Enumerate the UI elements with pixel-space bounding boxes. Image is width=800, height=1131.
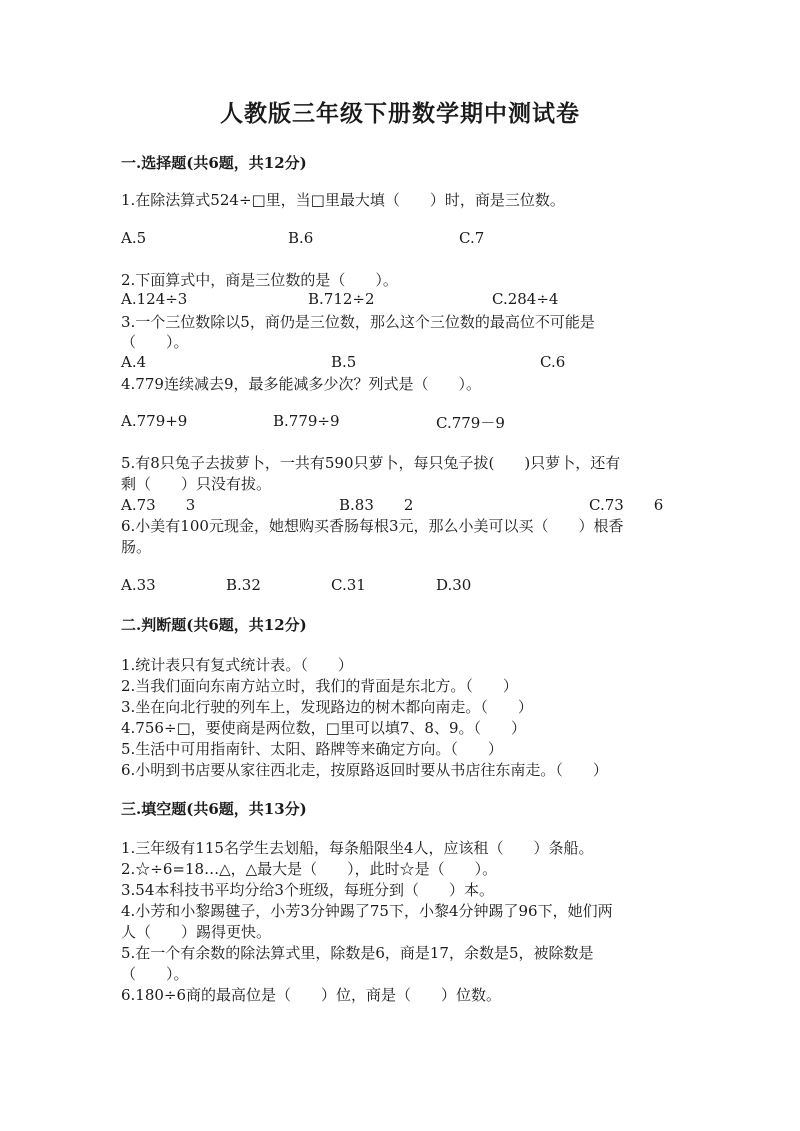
question-text: 5.有8只兔子去拔萝卜，一共有590只萝卜，每只兔子拔( )只萝卜，还有 [121, 454, 621, 472]
choice-option: B.779÷9 [273, 412, 340, 430]
choice-option: A.4 [121, 353, 147, 371]
choice-option: B.712÷2 [308, 290, 375, 308]
question-text: 1.在除法算式524÷□里，当□里最大填（ ）时，商是三位数。 [121, 191, 565, 209]
fill-item: 4.小芳和小黎踢毽子，小芳3分钟踢了75下，小黎4分钟踢了96下，她们两 [121, 902, 613, 920]
choice-option: A.779+9 [121, 412, 188, 430]
judge-item: 6.小明到书店要从家往西北走，按原路返回时要从书店往东南走。（ ） [121, 761, 608, 779]
judge-item: 2.当我们面向东南方站立时，我们的背面是东北方。（ ） [121, 677, 518, 695]
question-text: 3.一个三位数除以5，商仍是三位数，那么这个三位数的最高位不可能是 [121, 313, 595, 331]
page-title: 人教版三年级下册数学期中测试卷 [220, 100, 580, 127]
judge-item: 1.统计表只有复式统计表。（ ） [121, 656, 353, 674]
question-text: 4.779连续减去9，最多能减多少次？列式是（ ）。 [121, 375, 481, 393]
choice-option: C.6 [540, 353, 566, 371]
choice-option: C.31 [331, 576, 366, 594]
choice-option: C.7 [459, 229, 485, 247]
question-text: 肠。 [121, 538, 152, 556]
fill-item: 6.180÷6商的最高位是（ ）位，商是（ ）位数。 [121, 986, 502, 1004]
section-heading-choice: 一.选择题(共6题，共12分) [121, 154, 307, 172]
section-heading-fill: 三.填空题(共6题，共13分) [121, 800, 307, 818]
question-text: 2.下面算式中，商是三位数的是（ ）。 [121, 271, 398, 289]
fill-item: 2.☆÷6=18…△，△最大是（ ），此时☆是（ ）。 [121, 860, 498, 878]
judge-item: 3.坐在向北行驶的列车上，发现路边的树木都向南走。（ ） [121, 698, 533, 716]
question-text: 剩（ ）只没有拔。 [121, 475, 272, 493]
choice-option: A.5 [121, 229, 147, 247]
choice-option: B.32 [226, 576, 261, 594]
fill-item: （ ）。 [121, 965, 189, 983]
choice-option: B.83 2 [339, 496, 414, 514]
choice-option: A.73 3 [121, 496, 196, 514]
choice-option: A.124÷3 [121, 290, 188, 308]
choice-option: B.5 [331, 353, 357, 371]
choice-option: A.33 [121, 576, 156, 594]
fill-item: 5.在一个有余数的除法算式里，除数是6，商是17，余数是5，被除数是 [121, 944, 594, 962]
section-heading-judge: 二.判断题(共6题，共12分) [121, 616, 307, 634]
choice-option: C.779－9 [436, 414, 505, 432]
question-text: 6.小美有100元现金，她想购买香肠每根3元，那么小美可以买（ ）根香 [121, 517, 624, 535]
judge-item: 4.756÷□，要使商是两位数，□里可以填7、8、9。（ ） [121, 719, 526, 737]
choice-option: B.6 [288, 229, 314, 247]
choice-option: C.73 6 [589, 496, 664, 514]
fill-item: 3.54本科技书平均分给3个班级，每班分到（ ）本。 [121, 881, 494, 899]
question-text: （ ）。 [121, 333, 189, 351]
fill-item: 1.三年级有115名学生去划船，每条船限坐4人，应该租（ ）条船。 [121, 839, 594, 857]
choice-option: D.30 [436, 576, 472, 594]
fill-item: 人（ ）踢得更快。 [121, 923, 272, 941]
judge-item: 5.生活中可用指南针、太阳、路牌等来确定方向。（ ） [121, 740, 503, 758]
choice-option: C.284÷4 [492, 290, 559, 308]
